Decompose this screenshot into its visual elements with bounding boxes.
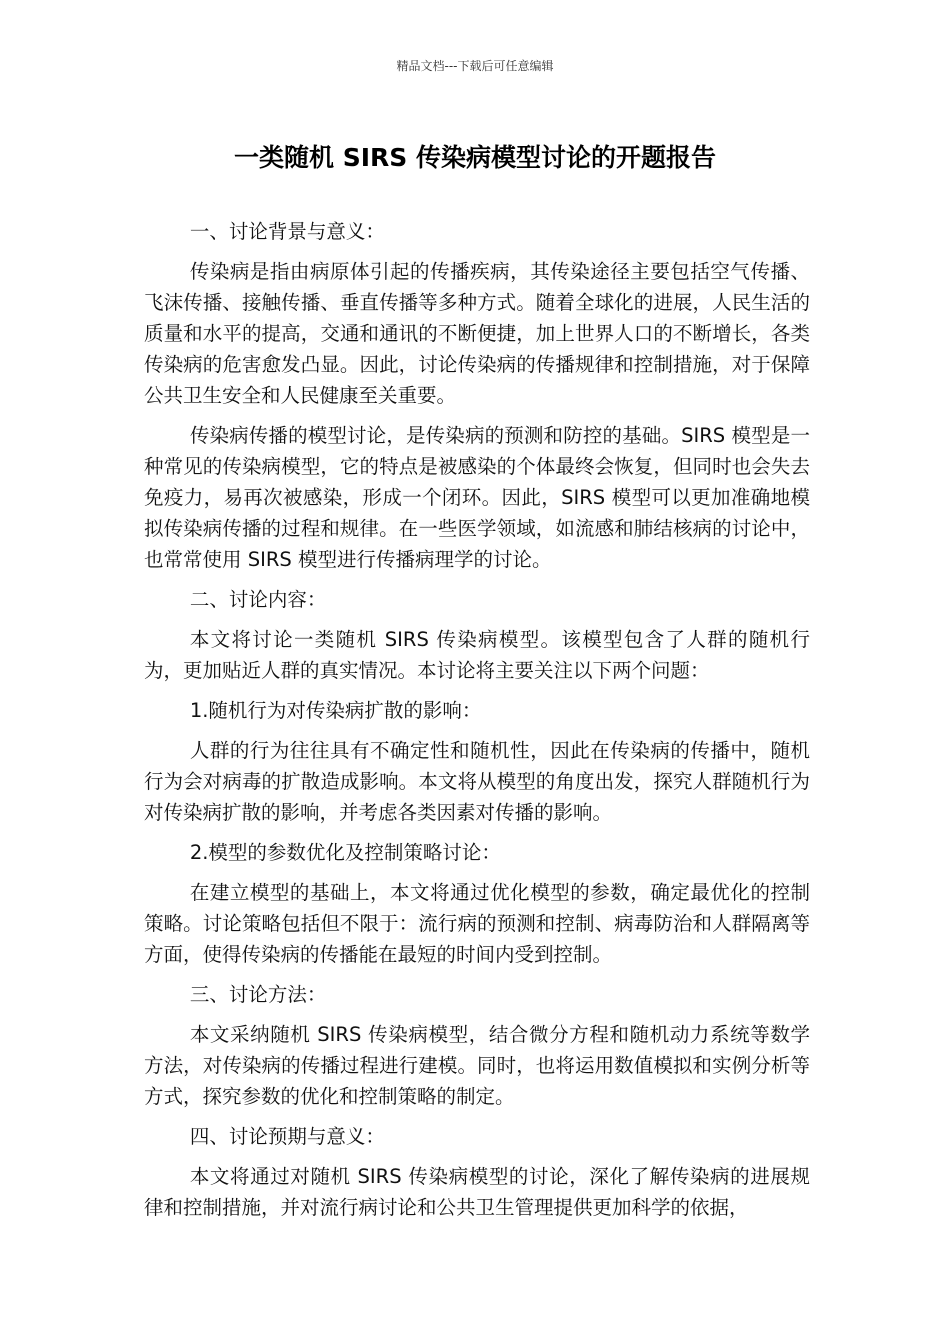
subheading-parameter-optimization: 2.模型的参数优化及控制策略讨论： (189, 841, 501, 864)
paragraph-background-1: 传染病是指由病原体引起的传播疾病，其传染途径主要包括空气传播、飞沫传播、接触传播、垂直传播等多种方式。随着全球化的进展，人民生活的质量和水平的提高，交通和通讯的不断便捷，加上世界人口的不断增长，各类传染病的危害愈发凸显。因此，讨论传染病的传播规律和控制措施，对于保障公共卫生安全和人民健康至关重要。 (144, 260, 810, 407)
document-title: 一类随机 SIRS 传染病模型讨论的开题报告 (234, 143, 716, 172)
subheading-random-behavior: 1.随机行为对传染病扩散的影响： (189, 699, 482, 722)
section-heading-methods: 三、讨论方法： (189, 983, 327, 1006)
section-heading-expectations: 四、讨论预期与意义： (189, 1125, 385, 1148)
page-header-note: 精品文档---下载后可任意编辑 (396, 59, 554, 73)
section-heading-content: 二、讨论内容： (189, 588, 327, 611)
paragraph-parameter-optimization: 在建立模型的基础上，本文将通过优化模型的参数，确定最优化的控制策略。讨论策略包括但不限于：流行病的预测和控制、病毒防治和人群隔离等方面，使得传染病的传播能在最短的时间内受到控制。 (144, 881, 810, 966)
paragraph-methods: 本文采纳随机 SIRS 传染病模型，结合微分方程和随机动力系统等数学方法，对传染病的传播过程进行建模。同时，也将运用数值模拟和实例分析等方式，探究参数的优化和控制策略的制定。 (144, 1023, 810, 1108)
section-heading-background: 一、讨论背景与意义： (189, 220, 385, 243)
document-body (144, 216, 810, 1232)
paragraph-content-intro: 本文将讨论一类随机 SIRS 传染病模型。该模型包含了人群的随机行为，更加贴近人群的真实情况。本讨论将主要关注以下两个问题： (144, 628, 810, 682)
paragraph-background-2: 传染病传播的模型讨论，是传染病的预测和防控的基础。SIRS 模型是一种常见的传染病模型，它的特点是被感染的个体最终会恢复，但同时也会失去免疫力，易再次被感染，形成一个闭环。因此，SIRS 模型可以更加准确地模拟传染病传播的过程和规律。在一些医学领域，如流感和肺结核病的讨论中，也常常使用 SIRS 模型进行传播病理学的讨论。 (144, 424, 810, 571)
paragraph-expectations: 本文将通过对随机 SIRS 传染病模型的讨论，深化了解传染病的进展规律和控制措施，并对流行病讨论和公共卫生管理提供更加科学的依据， (144, 1165, 810, 1219)
paragraph-random-behavior: 人群的行为往往具有不确定性和随机性，因此在传染病的传播中，随机行为会对病毒的扩散造成影响。本文将从模型的角度出发，探究人群随机行为对传染病扩散的影响，并考虑各类因素对传播的影响。 (144, 739, 810, 824)
